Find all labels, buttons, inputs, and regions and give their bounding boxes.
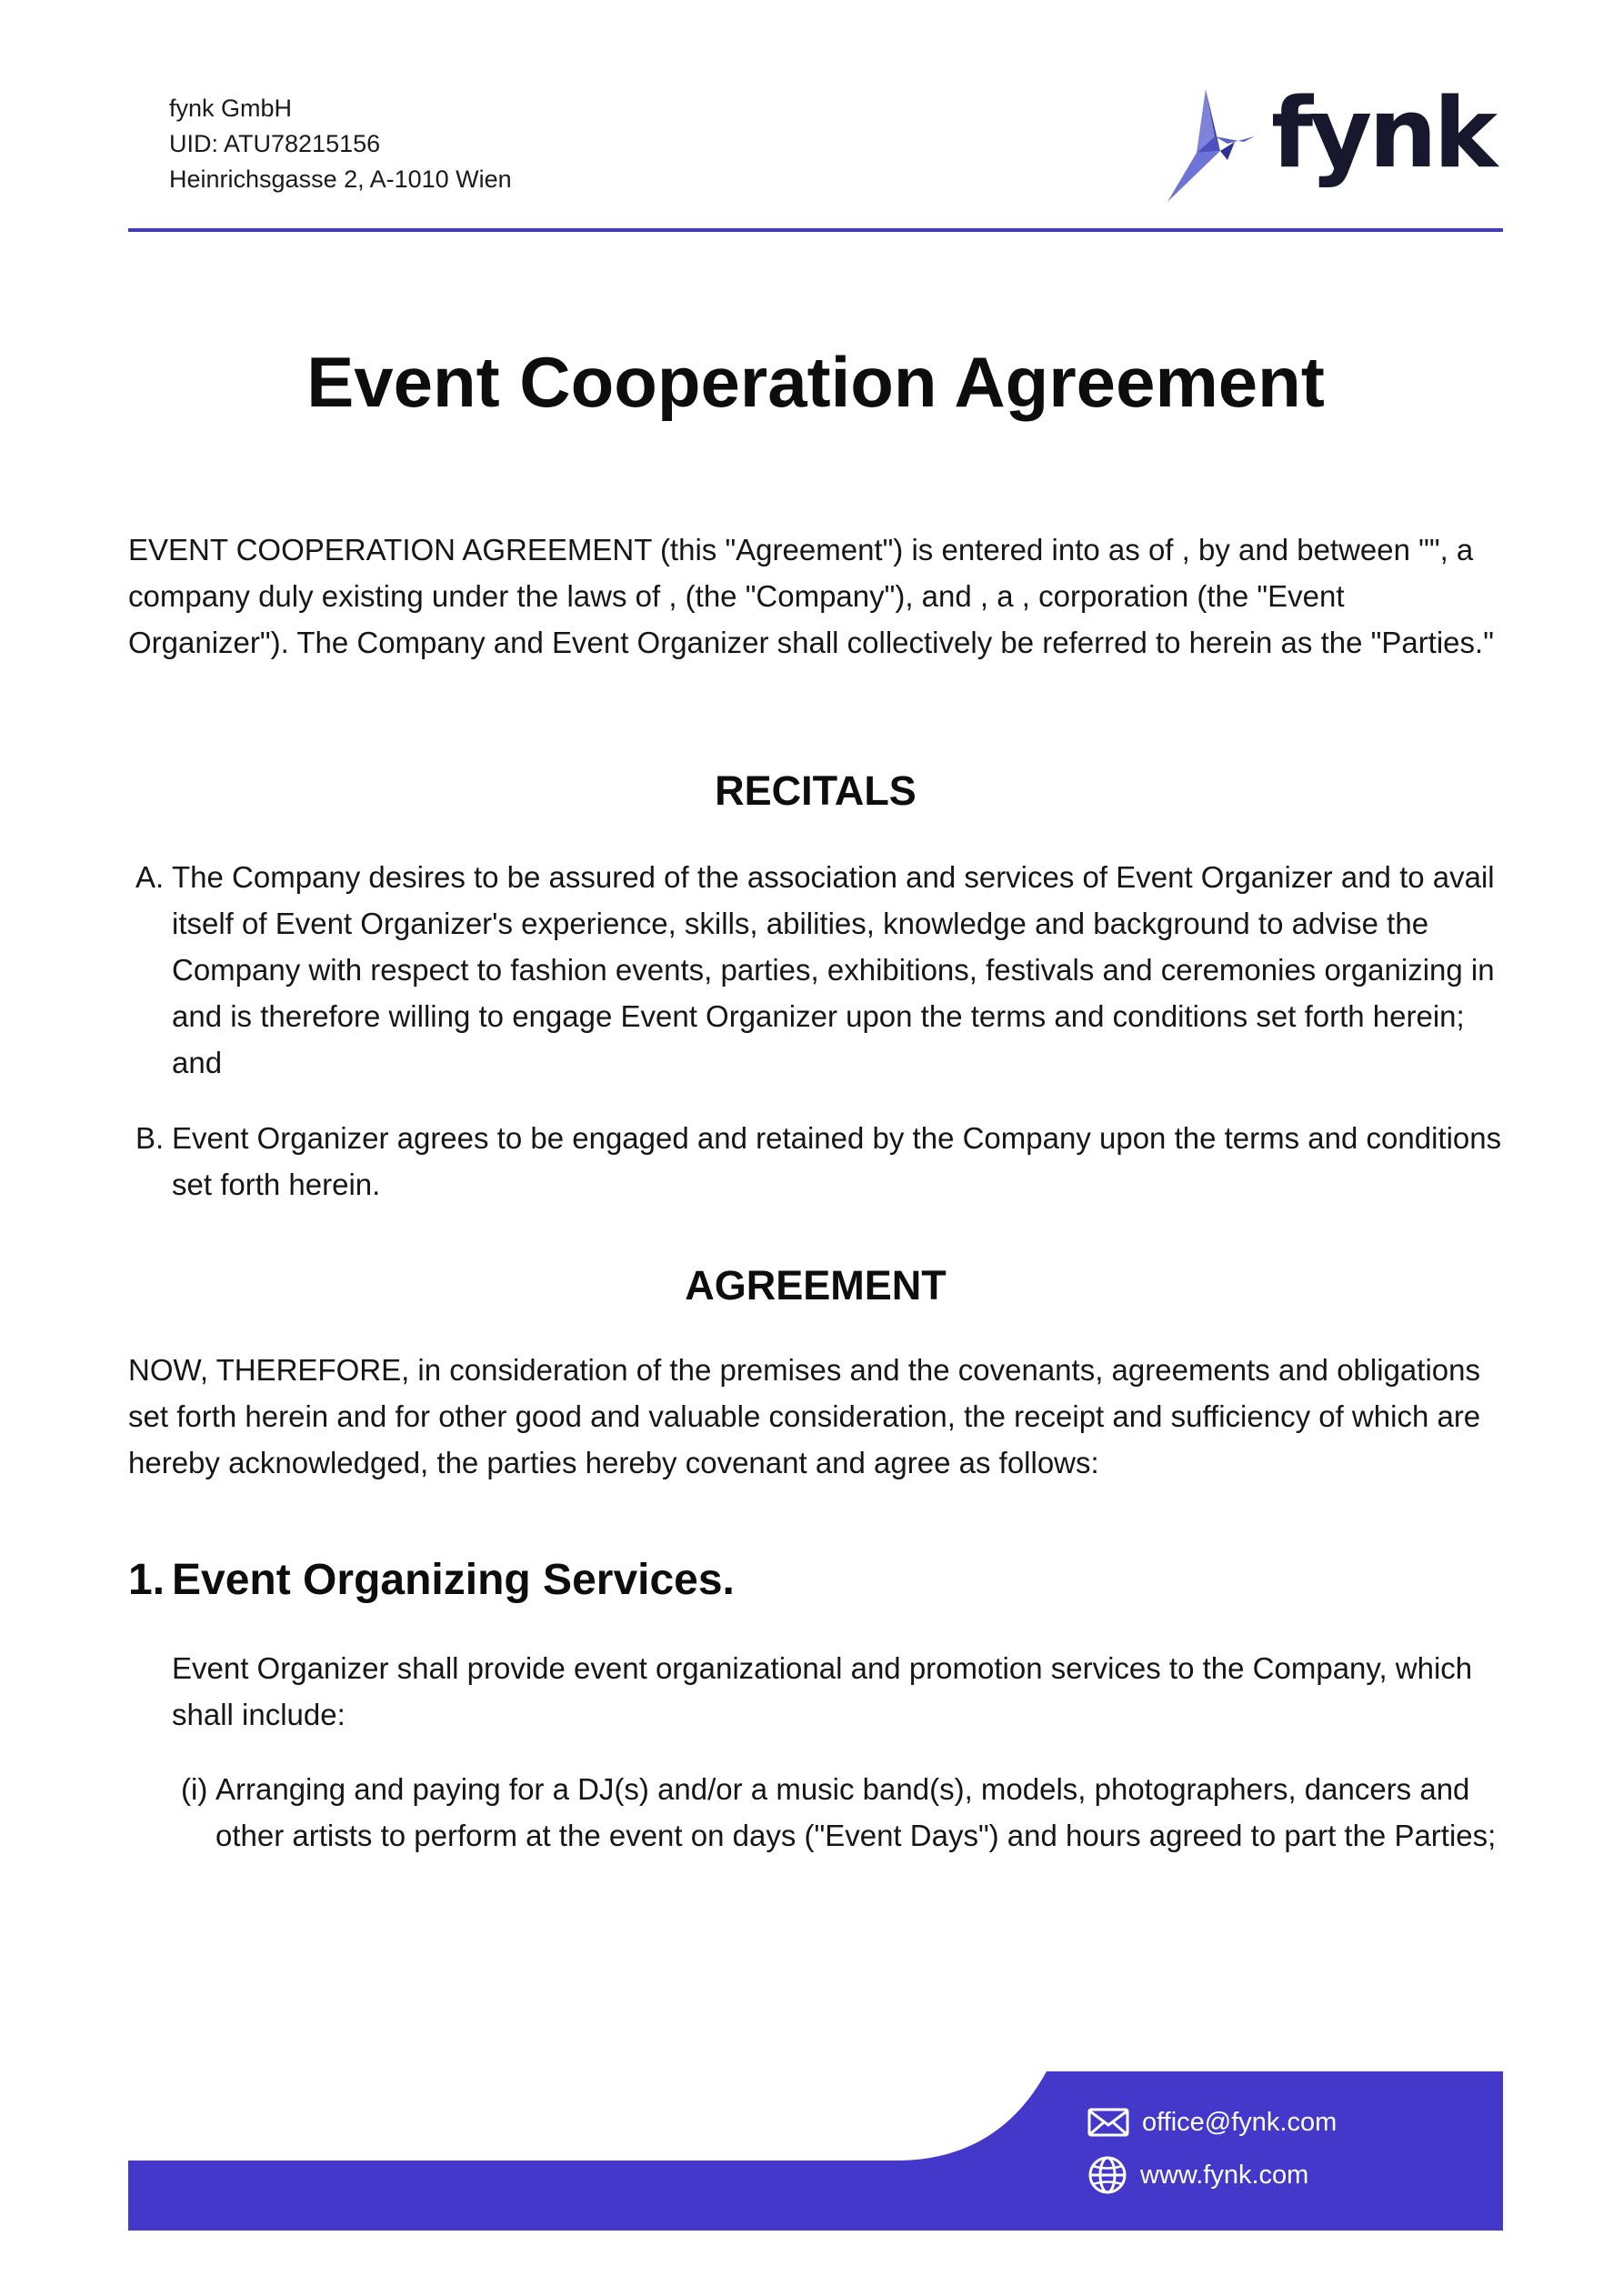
agreement-heading: AGREEMENT (685, 1262, 947, 1308)
recital-text: The Company desires to be assured of the association and services of Event Organizer and to avail itself of Event Organizer's experience, skills, abilities, knowledge and background to advise the Company with respect to fashion events, parties, exhibitions, festivals and ceremonies organizing in and is therefore willing to engage Event Organizer upon the terms and conditions set forth herein; and (172, 860, 1495, 1079)
sub-item-text: Arranging and paying for a DJ(s) and/or a music band(s), models, photographers, dancers and other artists to perform at the event on days ("Event Days") and hours agreed to part the Parties; (215, 1772, 1497, 1852)
recital-marker: B. (135, 1121, 165, 1155)
fynk-logo (1164, 77, 1495, 207)
company-info (169, 91, 512, 197)
document-title: Event Cooperation Agreement (306, 342, 1325, 422)
envelope-icon (1087, 2108, 1129, 2137)
clause-sub-item (172, 1766, 1503, 1859)
footer-email-link[interactable] (1087, 2101, 1337, 2143)
recital-marker: A. (135, 860, 165, 894)
origami-bird-icon (1164, 89, 1264, 207)
company-address: Heinrichsgasse 2, A-1010 Wien (169, 165, 512, 193)
intro-paragraph: EVENT COOPERATION AGREEMENT (this "Agreement") is entered into as of , by and between "", a company duly existing under the laws of , (the "Company"), and , a , corporation (the "Event Organizer"). The Company and Event Organizer shall collectively be referred to herein as the "Parties." (128, 533, 1494, 659)
recital-text: Event Organizer agrees to be engaged and retained by the Company upon the terms and conditions set forth herein. (172, 1121, 1502, 1201)
footer-band (128, 2071, 1503, 2231)
recital-item (128, 854, 1503, 1086)
footer-website-link[interactable] (1087, 2154, 1308, 2196)
company-uid: UID: ATU78215156 (169, 130, 381, 157)
recital-item (128, 1115, 1503, 1208)
globe-icon (1087, 2155, 1127, 2195)
clause-title: Event Organizing Services. (172, 1556, 735, 1604)
agreement-paragraph: NOW, THEREFORE, in consideration of the premises and the covenants, agreements and obligations set forth herein and for other good and valuable consideration, the receipt and sufficiency of which are hereby acknowledged, the parties hereby covenant and agree as follows: (128, 1353, 1481, 1479)
footer-website-text: www.fynk.com (1140, 2160, 1309, 2190)
header-divider (128, 228, 1503, 232)
recitals-heading: RECITALS (715, 767, 917, 814)
clause-number: 1. (128, 1556, 165, 1604)
clause-1-intro: Event Organizer shall provide event organizational and promotion services to the Company, which shall include: (172, 1651, 1473, 1731)
footer-email-text: office@fynk.com (1142, 2107, 1337, 2137)
company-name: fynk GmbH (169, 95, 293, 122)
clause-1-heading (128, 1550, 735, 1610)
sub-item-marker: (i) (181, 1772, 208, 1806)
logo-wordmark: fynk (1271, 77, 1495, 189)
